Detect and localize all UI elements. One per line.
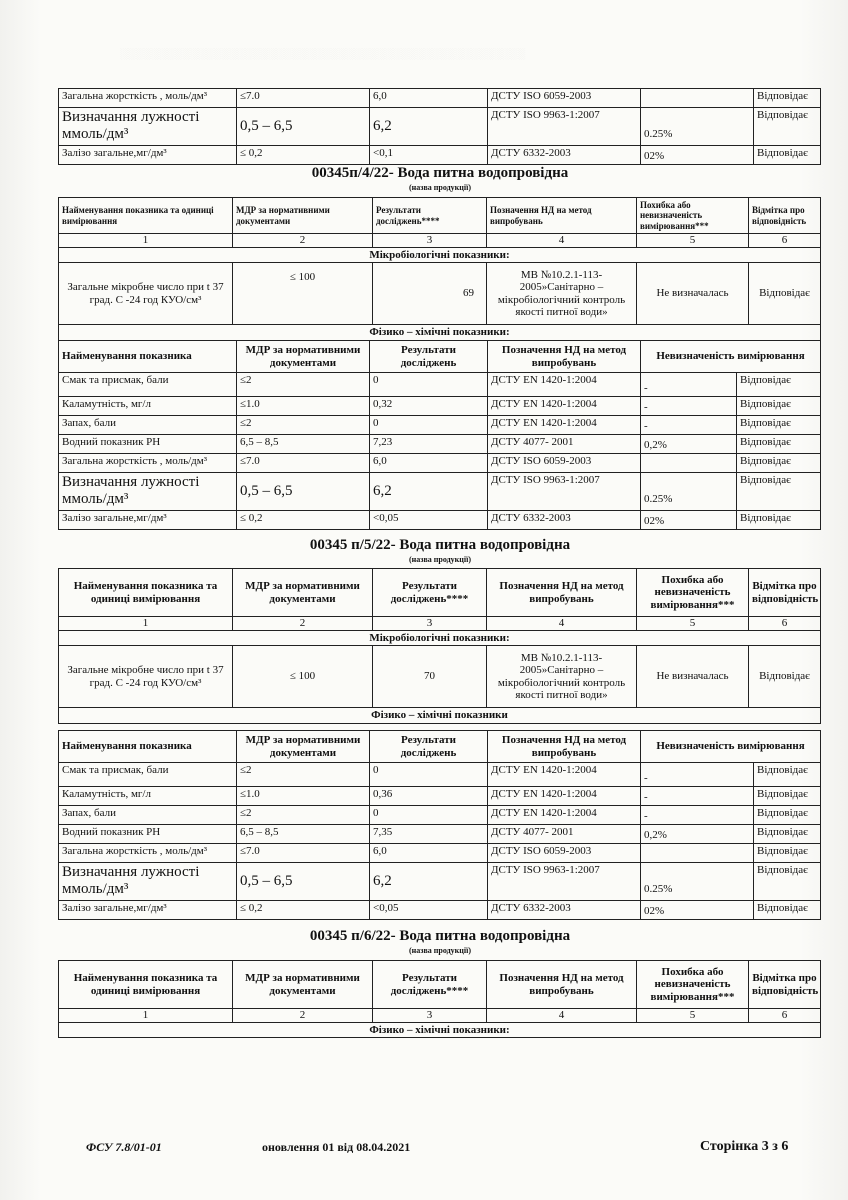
hdr-method: Позначення НД на метод випробувань — [488, 731, 641, 763]
row-conformity: Відповідає — [754, 108, 821, 146]
table-row — [59, 146, 821, 165]
section-5-caption: (назва продукції) — [408, 555, 471, 564]
table-row — [59, 863, 821, 901]
micro-mdr: ≤ 100 — [233, 646, 373, 708]
col-num: 5 — [637, 1009, 749, 1023]
row-mdr: ≤1.0 — [237, 397, 370, 416]
row-name: Загальна жорсткість , моль/дм³ — [59, 89, 237, 108]
col-num: 3 — [373, 617, 487, 631]
row-uncertainty: - — [641, 806, 754, 825]
hdr-method: Позначення НД на метод випробувань — [487, 961, 637, 1009]
row-mdr: ≤ 0,2 — [237, 146, 370, 165]
table-row — [59, 901, 821, 920]
row-name: Залізо загальне,мг/дм³ — [59, 511, 237, 530]
col-num: 4 — [487, 1009, 637, 1023]
col-num: 3 — [373, 1009, 487, 1023]
hdr-uncertainty: Невизначеність вимірювання — [641, 731, 821, 763]
row-method: ДСТУ 4077- 2001 — [488, 435, 641, 454]
hdr-uncertainty: Похибка або невизначеність вимірювання*** — [637, 198, 749, 234]
micro-method: МВ №10.2.1-113-2005»Санітарно – мікробіологічний контроль якості питної води» — [487, 646, 637, 708]
row-conformity: Відповідає — [737, 454, 821, 473]
col-num: 4 — [487, 617, 637, 631]
hdr-uncertainty: Похибка або невизначеність вимірювання*** — [637, 961, 749, 1009]
row-method: ДСТУ ISO 9963-1:2007 — [488, 108, 641, 146]
hdr-name: Найменування показника — [59, 731, 237, 763]
row-conformity: Відповідає — [737, 511, 821, 530]
row-result: 7,23 — [370, 435, 488, 454]
col-num: 1 — [59, 1009, 233, 1023]
section-6-table — [58, 960, 821, 1038]
row-method: ДСТУ EN 1420-1:2004 — [488, 763, 641, 787]
row-result: 6,2 — [370, 108, 488, 146]
table-row — [59, 844, 821, 863]
row-uncertainty: 0.25% — [641, 108, 754, 146]
micro-uncertainty: Не визначалась — [637, 646, 749, 708]
row-result: <0,05 — [370, 511, 488, 530]
row-result: 0 — [370, 763, 488, 787]
hdr-results: Результати досліджень — [370, 341, 488, 373]
hdr-results: Результати досліджень**** — [373, 198, 487, 234]
hdr-method: Позначення НД на метод випробувань — [487, 198, 637, 234]
hdr-uncertainty: Невизначеність вимірювання — [641, 341, 821, 373]
micro-conformity: Відповідає — [749, 263, 821, 325]
row-result: 6,0 — [370, 89, 488, 108]
row-conformity: Відповідає — [754, 806, 821, 825]
micro-result: 70 — [373, 646, 487, 708]
row-name: Запах, бали — [59, 416, 237, 435]
row-method: ДСТУ ISO 6059-2003 — [488, 844, 641, 863]
col-num: 2 — [233, 234, 373, 248]
row-mdr: 6,5 – 8,5 — [237, 825, 370, 844]
row-mdr: ≤2 — [237, 416, 370, 435]
row-mdr: ≤ 0,2 — [237, 901, 370, 920]
table-row — [59, 806, 821, 825]
row-result: 7,35 — [370, 825, 488, 844]
row-uncertainty: - — [641, 763, 754, 787]
row-result: 0,36 — [370, 787, 488, 806]
micro-uncertainty: Не визначалась — [637, 263, 749, 325]
hdr-mdr: МДР за нормативними документами — [233, 569, 373, 617]
row-result: 0,32 — [370, 397, 488, 416]
row-name: Смак та присмак, бали — [59, 373, 237, 397]
row-name: Визначання лужності ммоль/дм³ — [59, 473, 237, 511]
row-uncertainty — [641, 454, 737, 473]
row-conformity: Відповідає — [737, 473, 821, 511]
row-method: ДСТУ ISO 9963-1:2007 — [488, 473, 641, 511]
row-conformity: Відповідає — [754, 844, 821, 863]
row-result: 0 — [370, 373, 488, 397]
col-num: 3 — [373, 234, 487, 248]
row-conformity: Відповідає — [737, 435, 821, 454]
col-num: 2 — [233, 1009, 373, 1023]
micro-name: Загальне мікробне число при t 37 град. С -24 год КУО/см³ — [59, 263, 233, 325]
row-method: ДСТУ 4077- 2001 — [488, 825, 641, 844]
row-name: Водний показник РН — [59, 825, 237, 844]
row-uncertainty: 0,2% — [641, 435, 737, 454]
hdr-mdr: МДР за нормативними документами — [233, 198, 373, 234]
row-mdr: ≤7.0 — [237, 844, 370, 863]
row-name: Загальна жорсткість , моль/дм³ — [59, 454, 237, 473]
row-conformity: Відповідає — [754, 763, 821, 787]
row-method: ДСТУ ISO 6059-2003 — [488, 454, 641, 473]
row-result: 6,0 — [370, 454, 488, 473]
section-4-title: 00345п/4/22- Вода питна водопровідна — [311, 165, 569, 181]
hdr-conformity: Відмітка про відповідність — [749, 569, 821, 617]
micro-method: МВ №10.2.1-113-2005»Санітарно – мікробіологічний контроль якості питної води» — [487, 263, 637, 325]
row-method: ДСТУ EN 1420-1:2004 — [488, 373, 641, 397]
row-conformity: Відповідає — [754, 863, 821, 901]
table-row — [59, 511, 821, 530]
row-mdr: ≤ 0,2 — [237, 511, 370, 530]
hdr-name: Найменування показника та одиниці вимірювання — [59, 569, 233, 617]
hdr-name: Найменування показника — [59, 341, 237, 373]
row-mdr: ≤7.0 — [237, 454, 370, 473]
section-5-title: 00345 п/5/22- Вода питна водопровідна — [309, 537, 571, 553]
row-method: ДСТУ 6332-2003 — [488, 146, 641, 165]
row-mdr: 0,5 – 6,5 — [237, 108, 370, 146]
section-5-phys-table — [58, 730, 821, 920]
table-continuation — [58, 88, 821, 165]
table-row — [59, 825, 821, 844]
bleed-through: ░░░░░░░░░░░░░░░░░░░░░░░░░░░░░░░░░░░░░░░░░░░░░░░░░░░░ — [120, 48, 526, 60]
table-row — [59, 373, 821, 397]
row-conformity: Відповідає — [754, 89, 821, 108]
table-row — [59, 416, 821, 435]
row-uncertainty: - — [641, 787, 754, 806]
row-uncertainty: 02% — [641, 511, 737, 530]
hdr-mdr: МДР за нормативними документами — [237, 341, 370, 373]
row-method: ДСТУ ISO 6059-2003 — [488, 89, 641, 108]
row-method: ДСТУ 6332-2003 — [488, 901, 641, 920]
hdr-method: Позначення НД на метод випробувань — [487, 569, 637, 617]
col-num: 1 — [59, 617, 233, 631]
hdr-uncertainty: Похибка або невизначеність вимірювання*** — [637, 569, 749, 617]
row-result: 0 — [370, 806, 488, 825]
row-method: ДСТУ EN 1420-1:2004 — [488, 787, 641, 806]
hdr-results: Результати досліджень**** — [373, 961, 487, 1009]
hdr-conformity: Відмітка про відповідність — [749, 198, 821, 234]
row-result: 6,2 — [370, 473, 488, 511]
row-conformity: Відповідає — [754, 825, 821, 844]
footer-page-number: Сторінка 3 з 6 — [700, 1139, 789, 1154]
col-num: 6 — [749, 617, 821, 631]
row-name: Запах, бали — [59, 806, 237, 825]
row-uncertainty — [641, 89, 754, 108]
hdr-name: Найменування показника та одиниці вимірювання — [59, 961, 233, 1009]
phys-section-label: Фізико – хімічні показники — [59, 708, 821, 724]
row-name: Загальна жорсткість , моль/дм³ — [59, 844, 237, 863]
row-result: 0 — [370, 416, 488, 435]
row-name: Водний показник РН — [59, 435, 237, 454]
row-name: Залізо загальне,мг/дм³ — [59, 901, 237, 920]
row-name: Визначання лужності ммоль/дм³ — [59, 863, 237, 901]
row-result: <0,05 — [370, 901, 488, 920]
row-name: Каламутність, мг/л — [59, 397, 237, 416]
row-mdr: 6,5 – 8,5 — [237, 435, 370, 454]
row-result: 6,0 — [370, 844, 488, 863]
row-uncertainty — [641, 844, 754, 863]
row-uncertainty: 02% — [641, 146, 754, 165]
row-mdr: ≤1.0 — [237, 787, 370, 806]
col-num: 4 — [487, 234, 637, 248]
hdr-conformity: Відмітка про відповідність — [749, 961, 821, 1009]
hdr-results: Результати досліджень — [370, 731, 488, 763]
col-num: 6 — [749, 1009, 821, 1023]
row-uncertainty: - — [641, 416, 737, 435]
row-conformity: Відповідає — [737, 416, 821, 435]
hdr-name: Найменування показника та одиниці вимірювання — [59, 198, 233, 234]
table-row — [59, 473, 821, 511]
row-method: ДСТУ 6332-2003 — [488, 511, 641, 530]
row-method: ДСТУ ISO 9963-1:2007 — [488, 863, 641, 901]
hdr-method: Позначення НД на метод випробувань — [488, 341, 641, 373]
section-4-phys-table — [58, 340, 821, 530]
row-result: <0,1 — [370, 146, 488, 165]
row-conformity: Відповідає — [754, 901, 821, 920]
row-uncertainty: - — [641, 397, 737, 416]
row-result: 6,2 — [370, 863, 488, 901]
row-mdr: ≤2 — [237, 763, 370, 787]
micro-section-label: Мікробіологічні показники: — [59, 247, 821, 263]
micro-conformity: Відповідає — [749, 646, 821, 708]
row-name: Залізо загальне,мг/дм³ — [59, 146, 237, 165]
table-row — [59, 108, 821, 146]
row-conformity: Відповідає — [754, 787, 821, 806]
table-row — [59, 454, 821, 473]
row-mdr: 0,5 – 6,5 — [237, 473, 370, 511]
table-row — [59, 763, 821, 787]
row-uncertainty: 0.25% — [641, 863, 754, 901]
row-mdr: ≤7.0 — [237, 89, 370, 108]
section-4-micro-table — [58, 197, 821, 341]
col-num: 2 — [233, 617, 373, 631]
row-conformity: Відповідає — [737, 373, 821, 397]
col-num: 5 — [637, 234, 749, 248]
micro-name: Загальне мікробне число при t 37 град. С -24 год КУО/см³ — [59, 646, 233, 708]
row-method: ДСТУ EN 1420-1:2004 — [488, 806, 641, 825]
section-6-caption: (назва продукції) — [408, 946, 471, 955]
col-num: 1 — [59, 234, 233, 248]
row-name: Каламутність, мг/л — [59, 787, 237, 806]
micro-result: 69 — [373, 263, 487, 325]
col-num: 6 — [749, 234, 821, 248]
hdr-results: Результати досліджень**** — [373, 569, 487, 617]
table-row — [59, 435, 821, 454]
micro-section-label: Мікробіологічні показники: — [59, 630, 821, 646]
phys-section-label: Фізико – хімічні показники: — [59, 325, 821, 341]
footer-code: ФСУ 7.8/01-01 — [86, 1140, 162, 1154]
table-row — [59, 787, 821, 806]
row-method: ДСТУ EN 1420-1:2004 — [488, 416, 641, 435]
row-name: Визначання лужності ммоль/дм³ — [59, 108, 237, 146]
col-num: 5 — [637, 617, 749, 631]
row-uncertainty: 02% — [641, 901, 754, 920]
row-mdr: ≤2 — [237, 373, 370, 397]
section-5-micro-table — [58, 568, 821, 724]
row-mdr: 0,5 – 6,5 — [237, 863, 370, 901]
hdr-mdr: МДР за нормативними документами — [233, 961, 373, 1009]
row-uncertainty: - — [641, 373, 737, 397]
row-conformity: Відповідає — [754, 146, 821, 165]
row-name: Смак та присмак, бали — [59, 763, 237, 787]
section-6-title: 00345 п/6/22- Вода питна водопровідна — [309, 928, 571, 944]
row-conformity: Відповідає — [737, 397, 821, 416]
row-mdr: ≤2 — [237, 806, 370, 825]
micro-mdr: ≤ 100 — [233, 263, 373, 325]
phys-section-label: Фізико – хімічні показники: — [59, 1022, 821, 1038]
row-method: ДСТУ EN 1420-1:2004 — [488, 397, 641, 416]
hdr-mdr: МДР за нормативними документами — [237, 731, 370, 763]
row-uncertainty: 0,2% — [641, 825, 754, 844]
table-row — [59, 89, 821, 108]
row-uncertainty: 0.25% — [641, 473, 737, 511]
section-4-caption: (назва продукції) — [408, 183, 471, 192]
footer-revision: оновлення 01 від 08.04.2021 — [262, 1140, 411, 1154]
table-row — [59, 397, 821, 416]
